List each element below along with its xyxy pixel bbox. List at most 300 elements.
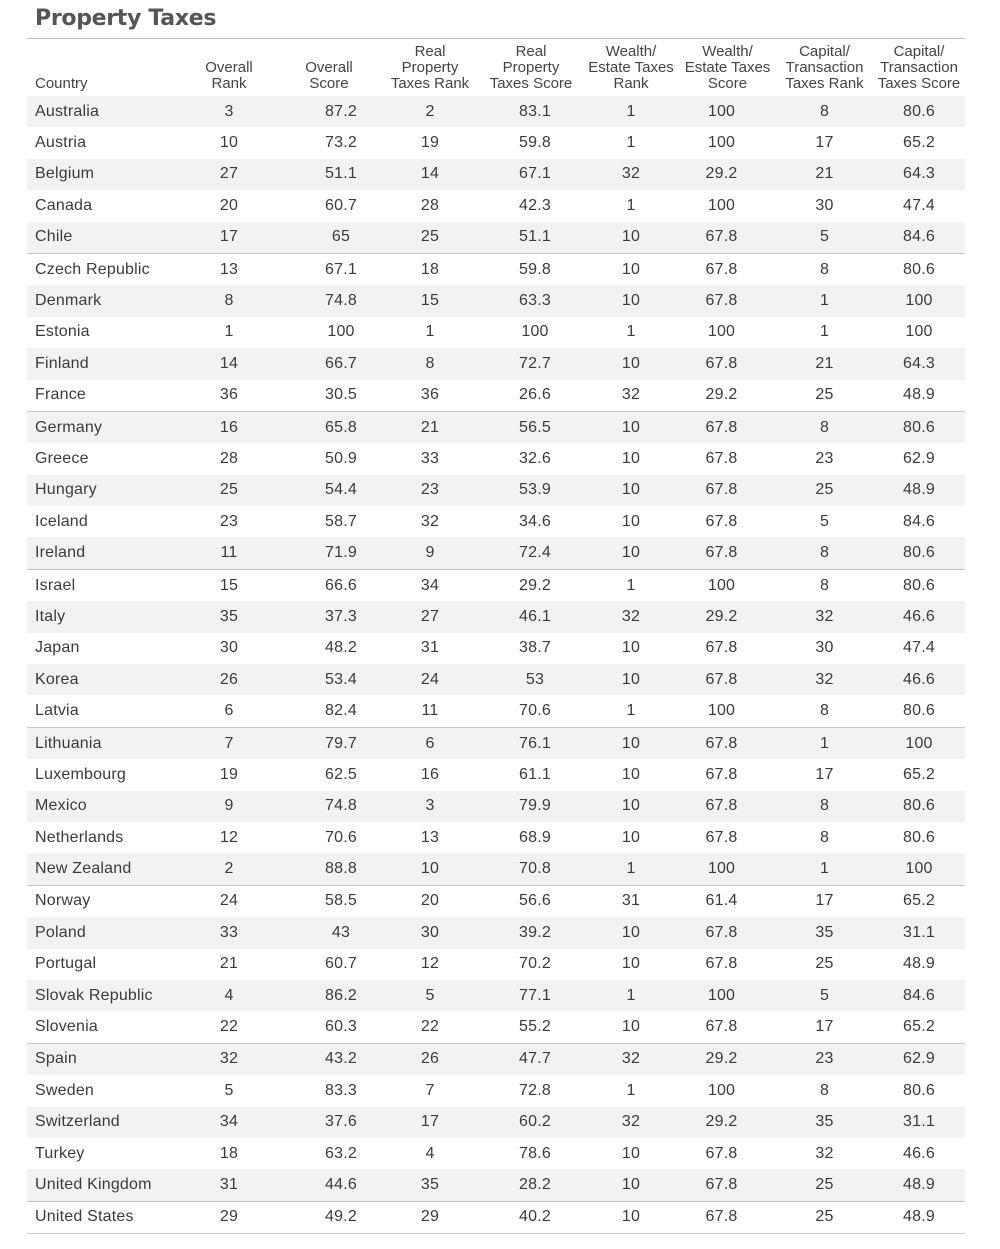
value-cell: 67.8 <box>705 1144 738 1162</box>
table-row <box>27 506 965 537</box>
value-cell: 67.8 <box>679 1201 776 1233</box>
value-cell: 79.7 <box>277 727 381 759</box>
value-cell: 58.7 <box>325 512 357 530</box>
value-cell: 80.6 <box>873 96 965 127</box>
value-cell: 29 <box>381 1201 479 1233</box>
value-cell: 72.4 <box>479 537 583 569</box>
table-row <box>27 1169 965 1201</box>
country-cell: Portugal <box>35 955 97 973</box>
value-cell: 11 <box>421 702 439 720</box>
value-cell: 35 <box>181 601 277 632</box>
value-cell: 10 <box>621 449 641 467</box>
value-cell: 37.6 <box>277 1107 381 1138</box>
value-cell: 31 <box>420 639 440 657</box>
country-cell: Austria <box>35 134 87 152</box>
table-row <box>27 1201 965 1233</box>
table-row <box>27 1011 965 1043</box>
value-cell: 39.2 <box>479 917 583 948</box>
value-cell: 54.4 <box>277 475 381 506</box>
value-cell: 100 <box>707 196 736 214</box>
value-cell: 53.4 <box>277 664 381 695</box>
country-cell: United Kingdom <box>27 1169 181 1201</box>
value-cell: 86.2 <box>277 980 381 1011</box>
value-cell: 30 <box>815 639 834 657</box>
value-cell: 26 <box>381 1043 479 1075</box>
value-cell: 12 <box>219 828 239 846</box>
value-cell: 80.6 <box>873 411 965 443</box>
value-cell: 71.9 <box>277 537 381 569</box>
value-cell: 32.6 <box>519 449 551 467</box>
value-cell: 83.1 <box>479 96 583 127</box>
value-cell: 9 <box>181 791 277 822</box>
value-cell: 16 <box>181 411 277 443</box>
value-cell: 8 <box>381 348 479 379</box>
property-taxes-table-container <box>27 0 965 1234</box>
value-cell: 84.6 <box>873 222 965 254</box>
column-header: Real Property Taxes Score <box>489 43 573 92</box>
value-cell: 32 <box>621 386 641 404</box>
value-cell: 82.4 <box>325 702 357 720</box>
value-cell: 56.6 <box>479 885 583 917</box>
value-cell: 6 <box>381 727 479 759</box>
column-header: Real Property Taxes Rank <box>390 43 470 92</box>
value-cell: 79.9 <box>479 791 583 822</box>
table-row <box>27 633 965 664</box>
value-cell: 58.5 <box>277 885 381 917</box>
value-cell: 48.9 <box>873 475 965 506</box>
value-cell: 80.6 <box>903 828 935 846</box>
country-cell: Chile <box>27 222 181 254</box>
value-cell: 72.7 <box>479 348 583 379</box>
value-cell: 64.3 <box>873 348 965 379</box>
value-cell: 60.7 <box>325 196 357 214</box>
table-row <box>27 569 965 601</box>
value-cell: 5 <box>776 222 873 254</box>
value-cell: 70.6 <box>519 702 551 720</box>
value-cell: 10 <box>219 134 239 152</box>
country-cell: Netherlands <box>35 828 124 846</box>
value-cell: 10 <box>583 253 679 285</box>
value-cell: 10 <box>583 222 679 254</box>
value-cell: 17 <box>181 222 277 254</box>
value-cell: 5 <box>224 1081 234 1099</box>
column-header: Overall Rank <box>205 59 253 92</box>
value-cell: 100 <box>707 323 736 341</box>
value-cell: 67.1 <box>277 253 381 285</box>
value-cell: 100 <box>521 323 549 341</box>
value-cell: 8 <box>819 1081 830 1099</box>
value-cell: 63.3 <box>479 285 583 316</box>
country-cell: Latvia <box>35 702 79 720</box>
value-cell: 67.8 <box>679 222 776 254</box>
value-cell: 8 <box>776 253 873 285</box>
value-cell: 6 <box>224 702 234 720</box>
value-cell: 1 <box>626 196 636 214</box>
value-cell: 67.8 <box>705 449 738 467</box>
value-cell: 8 <box>776 96 873 127</box>
value-cell: 65.2 <box>903 134 935 152</box>
value-cell: 83.3 <box>325 1081 357 1099</box>
value-cell: 31.1 <box>873 1107 965 1138</box>
value-cell: 9 <box>381 537 479 569</box>
value-cell: 8 <box>819 828 830 846</box>
table-row <box>27 791 965 822</box>
value-cell: 72.8 <box>519 1081 551 1099</box>
value-cell: 19 <box>420 134 440 152</box>
table-row <box>27 853 965 885</box>
value-cell: 61.1 <box>519 765 551 783</box>
value-cell: 70.8 <box>479 853 583 885</box>
value-cell: 100 <box>679 853 776 885</box>
value-cell: 2 <box>381 96 479 127</box>
table-row <box>27 1107 965 1138</box>
country-cell: Canada <box>35 196 93 214</box>
value-cell: 65.2 <box>873 885 965 917</box>
value-cell: 88.8 <box>277 853 381 885</box>
value-cell: 10 <box>621 765 641 783</box>
country-cell: New Zealand <box>27 853 181 885</box>
country-cell: Turkey <box>35 1144 85 1162</box>
value-cell: 3 <box>381 791 479 822</box>
table-row <box>27 1043 965 1075</box>
value-cell: 29 <box>181 1201 277 1233</box>
value-cell: 13 <box>420 828 440 846</box>
column-header-country: Country <box>35 75 88 92</box>
country-cell: Sweden <box>35 1081 95 1099</box>
value-cell: 35 <box>381 1169 479 1201</box>
value-cell: 10 <box>381 853 479 885</box>
value-cell: 84.6 <box>873 980 965 1011</box>
value-cell: 67.8 <box>705 639 738 657</box>
value-cell: 80.6 <box>903 702 935 720</box>
country-cell: Finland <box>27 348 181 379</box>
value-cell: 34 <box>181 1107 277 1138</box>
value-cell: 1 <box>776 727 873 759</box>
country-cell: Belgium <box>27 159 181 190</box>
value-cell: 60.3 <box>325 1018 357 1036</box>
value-cell: 4 <box>425 1144 435 1162</box>
page-title: Property Taxes <box>35 6 217 31</box>
value-cell: 30 <box>219 639 239 657</box>
value-cell: 74.8 <box>277 791 381 822</box>
country-cell: Hungary <box>27 475 181 506</box>
value-cell: 34 <box>381 569 479 601</box>
value-cell: 10 <box>621 828 641 846</box>
value-cell: 84.6 <box>903 512 935 530</box>
value-cell: 10 <box>583 475 679 506</box>
value-cell: 28 <box>219 449 239 467</box>
value-cell: 100 <box>707 702 736 720</box>
value-cell: 25 <box>776 1169 873 1201</box>
value-cell: 10 <box>621 1018 641 1036</box>
value-cell: 49.2 <box>277 1201 381 1233</box>
value-cell: 64.3 <box>873 159 965 190</box>
value-cell: 76.1 <box>479 727 583 759</box>
value-cell: 31 <box>583 885 679 917</box>
country-cell: Ireland <box>27 537 181 569</box>
value-cell: 25 <box>776 1201 873 1233</box>
value-cell: 32 <box>776 601 873 632</box>
country-cell: Israel <box>27 569 181 601</box>
value-cell: 10 <box>583 727 679 759</box>
value-cell: 62.9 <box>873 1043 965 1075</box>
value-cell: 19 <box>219 765 239 783</box>
value-cell: 15 <box>381 285 479 316</box>
value-cell: 60.7 <box>325 955 357 973</box>
value-cell: 10 <box>583 664 679 695</box>
country-cell: Slovak Republic <box>27 980 181 1011</box>
country-cell: Estonia <box>35 323 90 341</box>
value-cell: 1 <box>626 1081 636 1099</box>
table-row <box>27 695 965 727</box>
value-cell: 10 <box>621 1144 641 1162</box>
value-cell: 32 <box>583 159 679 190</box>
value-cell: 67.8 <box>705 828 738 846</box>
value-cell: 8 <box>776 537 873 569</box>
value-cell: 21 <box>219 955 239 973</box>
value-cell: 61.4 <box>679 885 776 917</box>
value-cell: 67.8 <box>705 512 738 530</box>
value-cell: 51.1 <box>277 159 381 190</box>
value-cell: 1 <box>819 323 830 341</box>
value-cell: 74.8 <box>277 285 381 316</box>
value-cell: 100 <box>873 727 965 759</box>
value-cell: 10 <box>583 791 679 822</box>
value-cell: 15 <box>181 569 277 601</box>
value-cell: 65.2 <box>903 1018 935 1036</box>
value-cell: 23 <box>815 449 834 467</box>
value-cell: 32 <box>583 601 679 632</box>
table-row <box>27 1138 965 1169</box>
value-cell: 25 <box>181 475 277 506</box>
value-cell: 34.6 <box>519 512 551 530</box>
value-cell: 67.8 <box>679 1169 776 1201</box>
value-cell: 70.6 <box>325 828 357 846</box>
table-row <box>27 127 965 158</box>
value-cell: 35 <box>776 1107 873 1138</box>
country-cell: Korea <box>27 664 181 695</box>
value-cell: 48.9 <box>873 1201 965 1233</box>
table-row <box>27 601 965 632</box>
value-cell: 1 <box>776 853 873 885</box>
value-cell: 63.2 <box>325 1144 357 1162</box>
value-cell: 8 <box>776 791 873 822</box>
value-cell: 2 <box>181 853 277 885</box>
value-cell: 1 <box>224 323 234 341</box>
value-cell: 78.6 <box>519 1144 551 1162</box>
value-cell: 80.6 <box>903 1081 935 1099</box>
value-cell: 1 <box>626 702 636 720</box>
value-cell: 1 <box>583 569 679 601</box>
value-cell: 100 <box>707 134 736 152</box>
value-cell: 22 <box>219 1018 239 1036</box>
value-cell: 46.6 <box>903 1144 935 1162</box>
value-cell: 80.6 <box>873 569 965 601</box>
value-cell: 17 <box>815 1018 834 1036</box>
table-row <box>27 1075 965 1106</box>
value-cell: 27 <box>181 159 277 190</box>
value-cell: 10 <box>583 537 679 569</box>
value-cell: 23 <box>776 1043 873 1075</box>
country-cell: Switzerland <box>27 1107 181 1138</box>
value-cell: 17 <box>815 134 834 152</box>
value-cell: 31.1 <box>873 917 965 948</box>
value-cell: 100 <box>873 285 965 316</box>
country-cell: Germany <box>27 411 181 443</box>
value-cell: 1 <box>626 323 636 341</box>
value-cell: 44.6 <box>277 1169 381 1201</box>
value-cell: 38.7 <box>519 639 551 657</box>
value-cell: 1 <box>425 323 435 341</box>
country-cell: Poland <box>27 917 181 948</box>
value-cell: 80.6 <box>873 791 965 822</box>
value-cell: 10 <box>583 348 679 379</box>
value-cell: 18 <box>219 1144 239 1162</box>
value-cell: 67.8 <box>705 1018 738 1036</box>
value-cell: 67.8 <box>679 664 776 695</box>
value-cell: 30 <box>381 917 479 948</box>
table-header-row <box>27 39 965 96</box>
value-cell: 26.6 <box>519 386 551 404</box>
value-cell: 1 <box>583 853 679 885</box>
value-cell: 1 <box>776 285 873 316</box>
value-cell: 14 <box>381 159 479 190</box>
country-cell: Spain <box>27 1043 181 1075</box>
table-row <box>27 980 965 1011</box>
value-cell: 10 <box>583 1201 679 1233</box>
value-cell: 17 <box>776 885 873 917</box>
value-cell: 8 <box>776 569 873 601</box>
table-row <box>27 949 965 980</box>
value-cell: 100 <box>873 853 965 885</box>
value-cell: 10 <box>583 411 679 443</box>
value-cell: 46.6 <box>873 601 965 632</box>
table-row <box>27 222 965 254</box>
table-body <box>27 96 965 1234</box>
value-cell: 21 <box>776 159 873 190</box>
value-cell: 29.2 <box>679 1107 776 1138</box>
value-cell: 65.8 <box>277 411 381 443</box>
value-cell: 67.8 <box>679 791 776 822</box>
value-cell: 67.8 <box>679 537 776 569</box>
value-cell: 67.8 <box>679 917 776 948</box>
value-cell: 36 <box>420 386 440 404</box>
country-cell: Denmark <box>27 285 181 316</box>
value-cell: 1 <box>583 96 679 127</box>
value-cell: 51.1 <box>479 222 583 254</box>
table-row <box>27 822 965 853</box>
table-row <box>27 885 965 917</box>
value-cell: 29.2 <box>679 1043 776 1075</box>
country-cell: Czech Republic <box>27 253 181 285</box>
table-row <box>27 411 965 443</box>
value-cell: 8 <box>819 702 830 720</box>
value-cell: 25 <box>815 386 834 404</box>
value-cell: 26 <box>181 664 277 695</box>
country-cell: Iceland <box>35 512 88 530</box>
value-cell: 10 <box>621 512 641 530</box>
value-cell: 36 <box>219 386 239 404</box>
value-cell: 67.8 <box>705 955 738 973</box>
value-cell: 24 <box>381 664 479 695</box>
country-cell: Greece <box>35 449 89 467</box>
value-cell: 23 <box>219 512 239 530</box>
table-row <box>27 159 965 190</box>
value-cell: 48.2 <box>325 639 357 657</box>
table-row <box>27 475 965 506</box>
value-cell: 5 <box>776 980 873 1011</box>
value-cell: 50.9 <box>325 449 357 467</box>
value-cell: 100 <box>707 1081 736 1099</box>
value-cell: 77.1 <box>479 980 583 1011</box>
country-cell: United States <box>27 1201 181 1233</box>
value-cell: 37.3 <box>277 601 381 632</box>
country-cell: Lithuania <box>27 727 181 759</box>
value-cell: 18 <box>381 253 479 285</box>
value-cell: 1 <box>626 134 636 152</box>
value-cell: 23 <box>381 475 479 506</box>
value-cell: 33 <box>420 449 440 467</box>
value-cell: 25 <box>815 955 834 973</box>
value-cell: 59.8 <box>479 253 583 285</box>
value-cell: 29.2 <box>479 569 583 601</box>
value-cell: 10 <box>583 285 679 316</box>
value-cell: 29.2 <box>679 159 776 190</box>
value-cell: 20 <box>219 196 239 214</box>
table-row <box>27 917 965 948</box>
country-cell: Italy <box>27 601 181 632</box>
value-cell: 13 <box>181 253 277 285</box>
value-cell: 29.2 <box>679 601 776 632</box>
value-cell: 67.8 <box>679 411 776 443</box>
value-cell: 60.2 <box>479 1107 583 1138</box>
table-row <box>27 253 965 285</box>
value-cell: 47.7 <box>479 1043 583 1075</box>
value-cell: 10 <box>621 639 641 657</box>
value-cell: 87.2 <box>277 96 381 127</box>
value-cell: 80.6 <box>873 253 965 285</box>
table-row <box>27 285 965 316</box>
value-cell: 100 <box>327 323 355 341</box>
value-cell: 5 <box>819 512 830 530</box>
column-header: Capital/ Transaction Taxes Score <box>877 43 961 92</box>
table-row <box>27 380 965 412</box>
value-cell: 32 <box>583 1107 679 1138</box>
value-cell: 30 <box>815 196 834 214</box>
value-cell: 48.9 <box>903 386 935 404</box>
value-cell: 3 <box>181 96 277 127</box>
value-cell: 32 <box>583 1043 679 1075</box>
country-cell: Slovenia <box>35 1018 98 1036</box>
value-cell: 67.8 <box>679 727 776 759</box>
value-cell: 65.2 <box>903 765 935 783</box>
column-header: Capital/ Transaction Taxes Rank <box>785 43 864 92</box>
country-cell: Australia <box>27 96 181 127</box>
value-cell: 17 <box>815 765 834 783</box>
value-cell: 43.2 <box>277 1043 381 1075</box>
value-cell: 67.8 <box>705 765 738 783</box>
value-cell: 10 <box>583 1169 679 1201</box>
value-cell: 28 <box>420 196 440 214</box>
value-cell: 30.5 <box>325 386 357 404</box>
table-row <box>27 317 965 348</box>
value-cell: 5 <box>381 980 479 1011</box>
value-cell: 35 <box>776 917 873 948</box>
value-cell: 66.7 <box>277 348 381 379</box>
value-cell: 55.2 <box>519 1018 551 1036</box>
value-cell: 56.5 <box>479 411 583 443</box>
column-header: Wealth/ Estate Taxes Score <box>684 43 771 92</box>
